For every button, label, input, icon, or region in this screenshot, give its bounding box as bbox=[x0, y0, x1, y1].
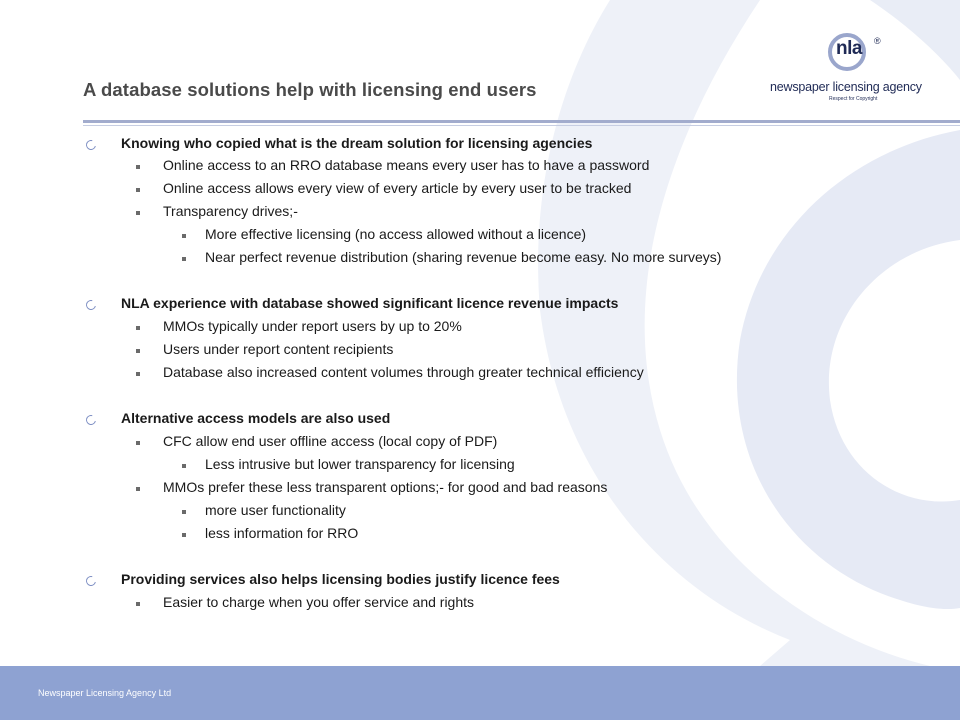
bullet-item: less information for RRO bbox=[205, 525, 359, 541]
bullet-square-icon bbox=[182, 257, 186, 261]
bullet-item: MMOs prefer these less transparent options;- for good and bad reasons bbox=[163, 479, 608, 495]
bullet-item: Online access to an RRO database means every user has to have a password bbox=[163, 157, 650, 173]
bullet-square-icon bbox=[182, 234, 186, 238]
bullet-square-icon bbox=[136, 349, 140, 353]
nla-logo bbox=[770, 30, 940, 110]
footer-bar bbox=[0, 666, 960, 720]
bullet-item: MMOs typically under report users by up to 20% bbox=[163, 318, 462, 334]
bullet-heading: Alternative access models are also used bbox=[121, 410, 391, 426]
footer-company: Newspaper Licensing Agency Ltd bbox=[38, 688, 172, 698]
bullet-square-icon bbox=[136, 326, 140, 330]
bullet-item: CFC allow end user offline access (local copy of PDF) bbox=[163, 433, 498, 449]
title-divider-thin bbox=[83, 125, 960, 126]
bullet-item: Online access allows every view of every article by every user to be tracked bbox=[163, 180, 632, 196]
bullet-square-icon bbox=[182, 533, 186, 537]
bullet-square-icon bbox=[136, 188, 140, 192]
slide-title: A database solutions help with licensing end users bbox=[83, 79, 537, 100]
bullet-item: Database also increased content volumes through greater technical efficiency bbox=[163, 364, 644, 380]
bullet-square-icon bbox=[182, 510, 186, 514]
bullet-item: Less intrusive but lower transparency for licensing bbox=[205, 456, 515, 472]
bullet-item: More effective licensing (no access allowed without a licence) bbox=[205, 226, 587, 242]
logo-tagline: Respect for Copyright bbox=[829, 96, 878, 102]
bullet-item: Users under report content recipients bbox=[163, 341, 394, 357]
bullet-item: Easier to charge when you offer service and rights bbox=[163, 594, 475, 610]
bullet-square-icon bbox=[136, 602, 140, 606]
bullet-square-icon bbox=[182, 464, 186, 468]
bullet-square-icon bbox=[136, 487, 140, 491]
registered-mark: ® bbox=[874, 36, 881, 46]
logo-wordmark: newspaper licensing agency bbox=[770, 80, 922, 94]
bullet-square-icon bbox=[136, 165, 140, 169]
bullet-square-icon bbox=[136, 372, 140, 376]
title-divider bbox=[83, 120, 960, 123]
bullet-item: Near perfect revenue distribution (sharing revenue become easy. No more surveys) bbox=[205, 249, 722, 265]
bullet-item: more user functionality bbox=[205, 502, 346, 518]
logo-mark-text: nla bbox=[836, 38, 862, 59]
bullet-heading: Providing services also helps licensing bodies justify licence fees bbox=[121, 571, 560, 587]
bullet-square-icon bbox=[136, 441, 140, 445]
bullet-heading: NLA experience with database showed significant licence revenue impacts bbox=[121, 295, 619, 311]
bullet-heading: Knowing who copied what is the dream solution for licensing agencies bbox=[121, 135, 593, 151]
bullet-item: Transparency drives;- bbox=[163, 203, 298, 219]
bullet-square-icon bbox=[136, 211, 140, 215]
